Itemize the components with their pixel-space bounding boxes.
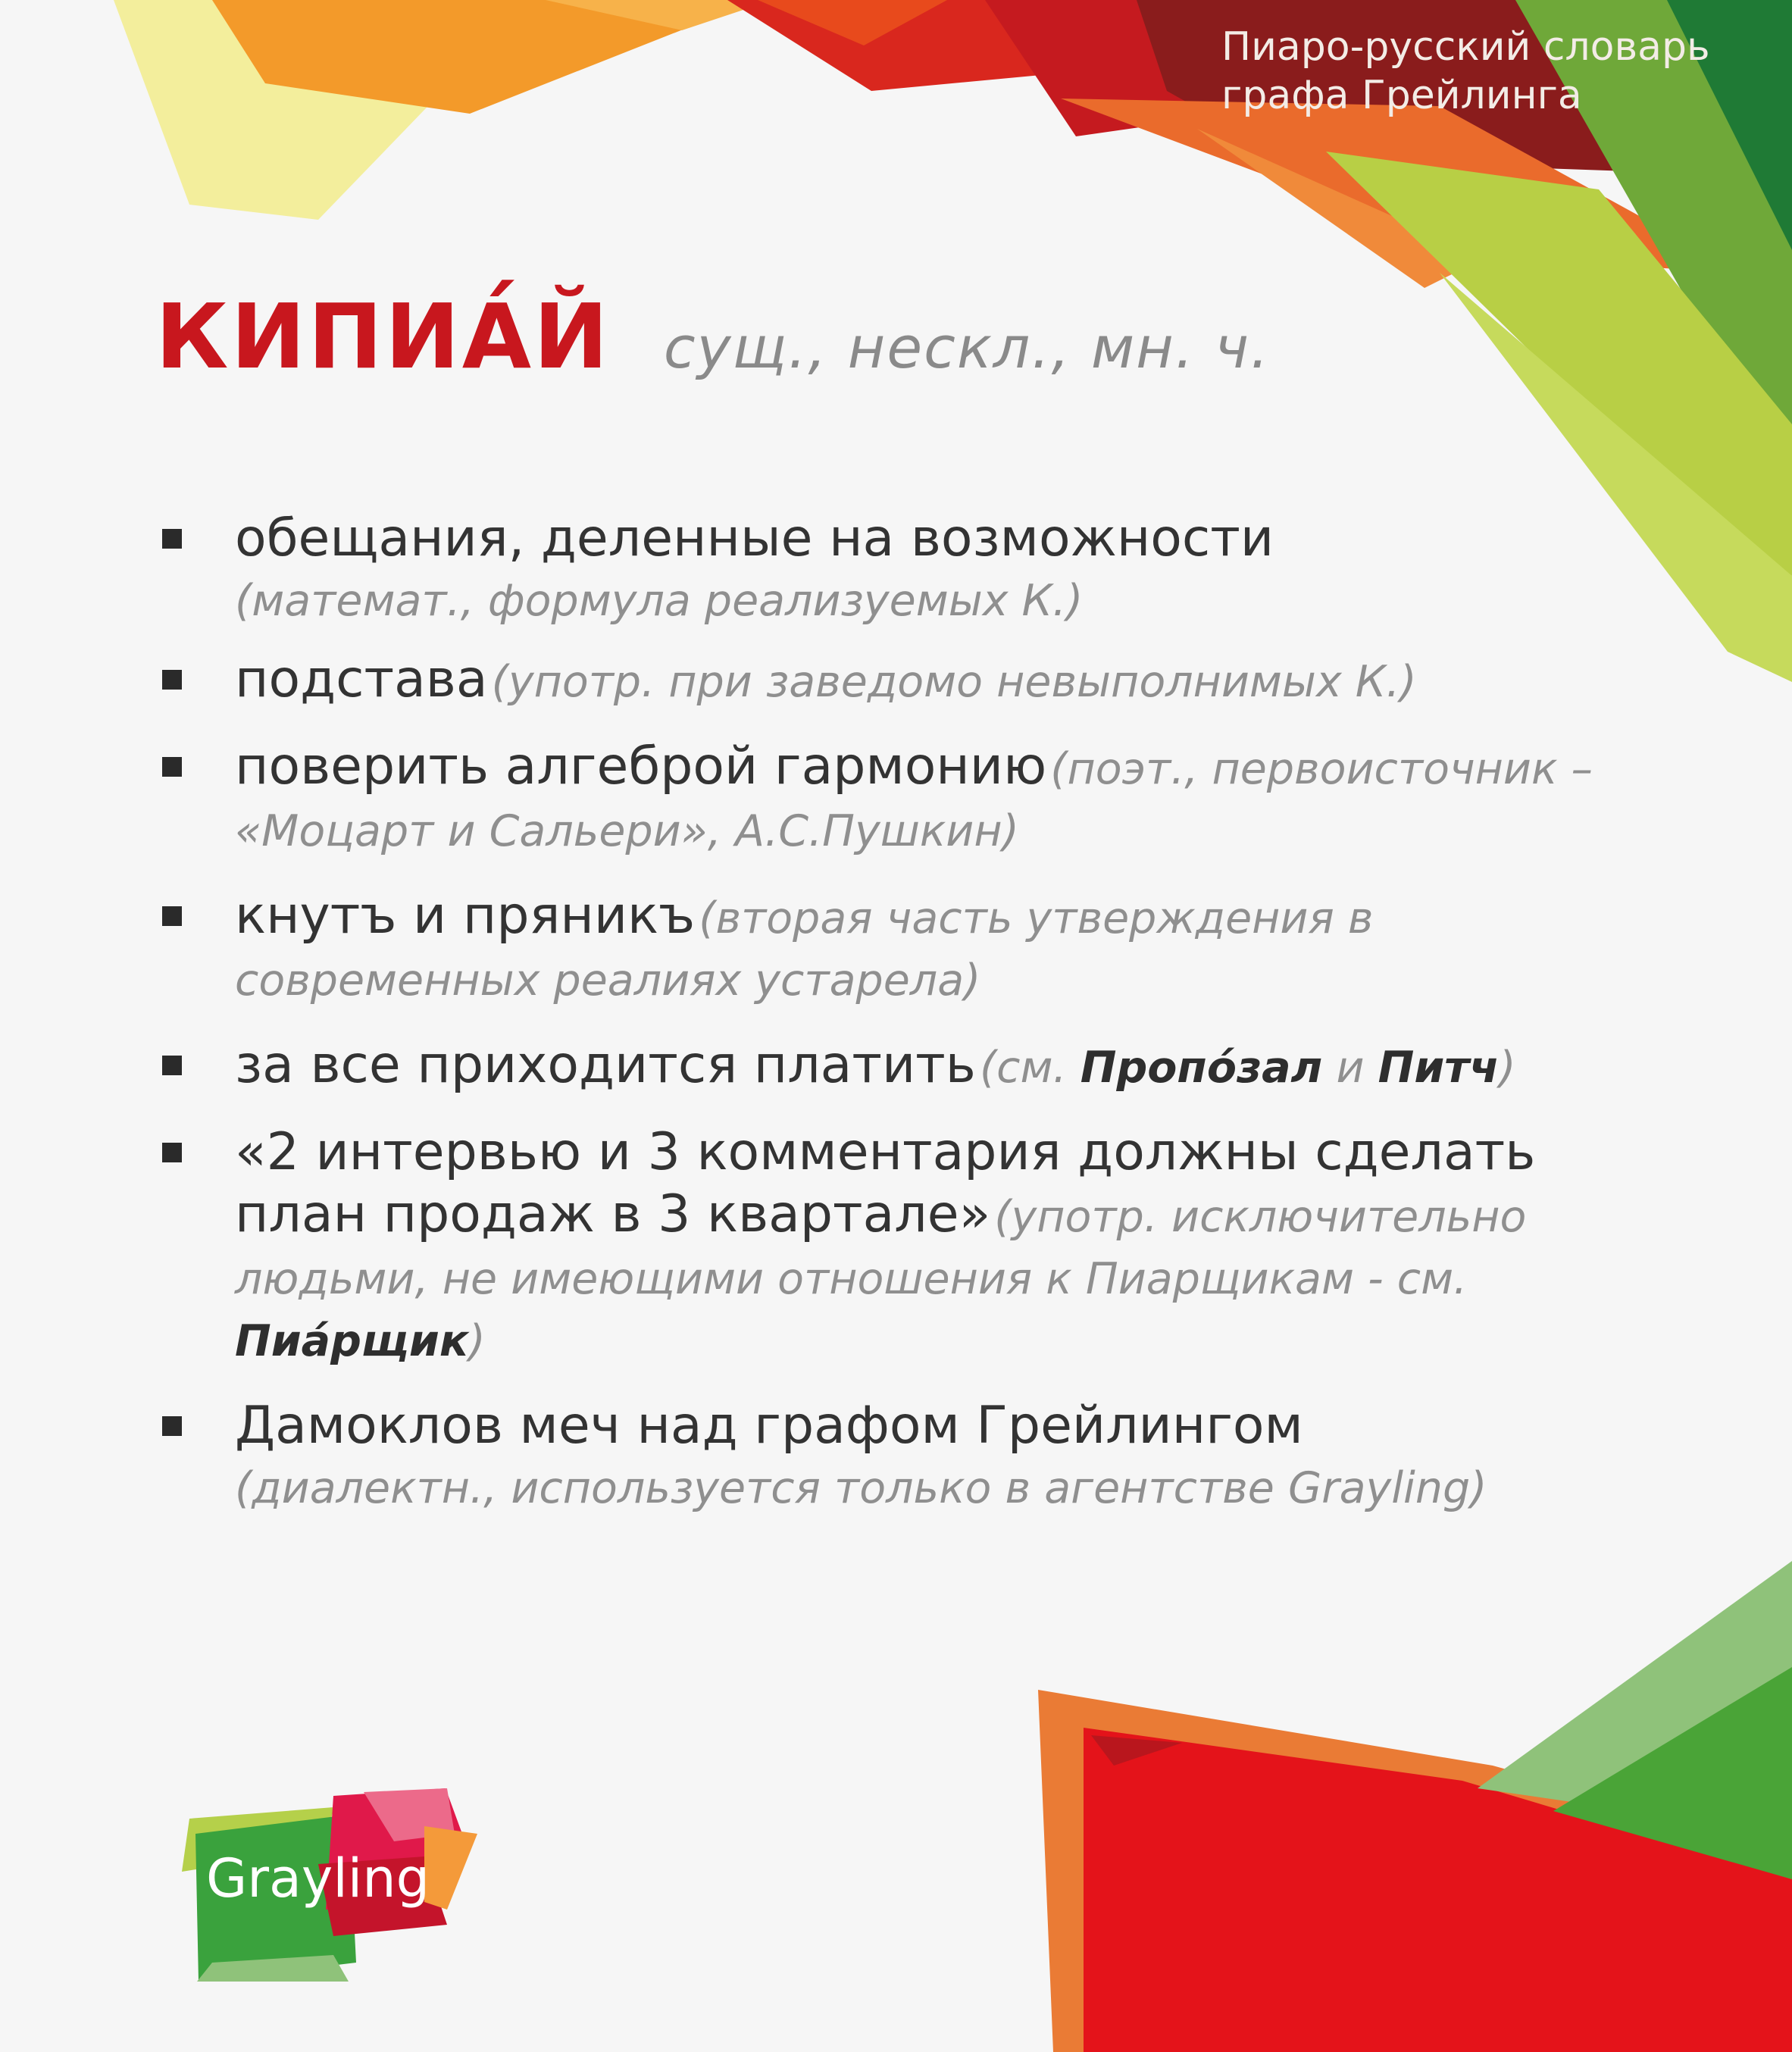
- note-text: и: [1336, 1043, 1365, 1093]
- header-title-line2: графа Грейлинга: [1221, 73, 1582, 118]
- bullet-icon: [162, 1143, 182, 1162]
- definition-note: (диалектн., используется только в агентстве Grayling): [235, 1463, 1487, 1513]
- bullet-icon: [162, 1416, 182, 1436]
- cross-reference[interactable]: Пиа́рщик: [235, 1316, 469, 1366]
- bullet-icon: [162, 529, 182, 549]
- cross-reference[interactable]: Пропо́зал: [1080, 1043, 1323, 1093]
- grammar-note: сущ., нескл., мн. ч.: [663, 314, 1271, 381]
- header-title: [1221, 23, 1710, 120]
- list-item: [159, 736, 1644, 862]
- list-item: [159, 1121, 1644, 1372]
- note-text: (см.: [979, 1043, 1067, 1093]
- bullet-icon: [162, 670, 182, 690]
- definition-list: [159, 508, 1644, 1519]
- definition-main: за все приходится платить: [235, 1035, 976, 1095]
- list-item: [159, 1034, 1644, 1099]
- definition-main: «2 интервью и 3 комментария должны сделать план продаж в 3 квартале»: [235, 1122, 1536, 1244]
- definition-note: (математ., формула реализуемых К.): [235, 576, 1084, 626]
- list-item: [159, 1395, 1644, 1519]
- bullet-icon: [162, 1056, 182, 1075]
- list-item: [159, 885, 1644, 1012]
- definition-main: подстава: [235, 649, 488, 709]
- definition-note: (вторая часть утверждения в современных реалиях устарела): [235, 893, 1374, 1006]
- definition-note: (поэт., первоисточник – «Моцарт и Сальери», А.С.Пушкин): [235, 744, 1593, 856]
- headword-row: [155, 284, 1270, 389]
- note-text: ): [1499, 1043, 1516, 1093]
- bullet-icon: [162, 906, 182, 926]
- definition-main: Дамоклов меч над графом Грейлингом: [235, 1396, 1303, 1456]
- definition-note: (употр. при заведомо невыполнимых К.): [491, 657, 1417, 707]
- headword: КИПИА́Й: [155, 284, 611, 389]
- definition-main: обещания, деленные на возможности: [235, 508, 1274, 568]
- bullet-icon: [162, 757, 182, 777]
- note-text: (употр. исключительно людьми, не имеющими отношения к Пиарщикам - см.: [235, 1192, 1527, 1304]
- header-title-line1: Пиаро-русский словарь: [1221, 24, 1710, 70]
- cross-reference[interactable]: Питч: [1378, 1043, 1500, 1093]
- note-text: ): [468, 1316, 486, 1366]
- definition-main: кнутъ и пряникъ: [235, 886, 696, 946]
- grayling-logo: Grayling: [206, 1847, 430, 1910]
- list-item: [159, 508, 1644, 632]
- definition-main: поверить алгеброй гармонию: [235, 737, 1047, 796]
- definition-note: [980, 1043, 1516, 1093]
- list-item: [159, 649, 1644, 713]
